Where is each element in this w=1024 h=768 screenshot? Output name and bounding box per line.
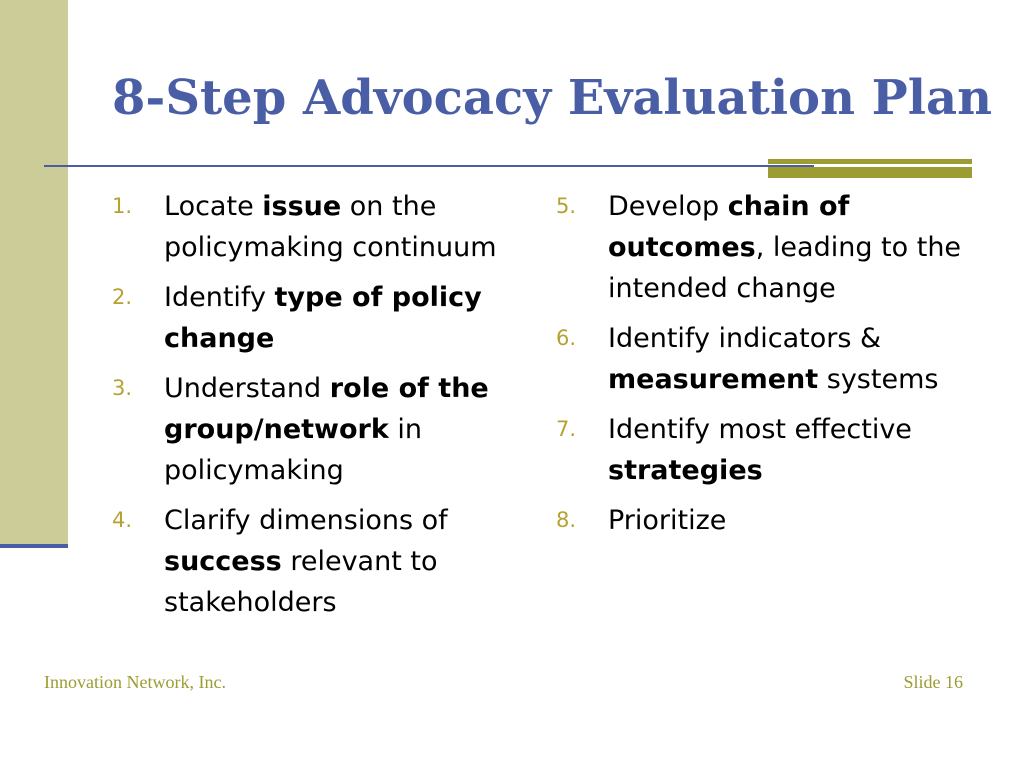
step-text: Clarify dimensions of success relevant to stakeholders	[164, 505, 448, 618]
step-text: Identify most effective strategies	[608, 414, 912, 486]
step-item	[556, 409, 996, 491]
step-number: 8.	[556, 508, 577, 532]
step-text: Locate issue on the policymaking continuum	[164, 191, 497, 263]
footer-organization: Innovation Network, Inc.	[44, 672, 226, 692]
side-decor-bar	[0, 0, 68, 545]
accent-bar-top	[768, 159, 972, 164]
step-number: 6.	[556, 326, 577, 350]
step-item	[556, 500, 996, 541]
step-item	[556, 186, 996, 309]
step-text: Develop chain of outcomes, leading to the intended change	[608, 191, 962, 304]
step-text: Understand role of the group/network in policymaking	[164, 373, 489, 486]
step-item	[112, 500, 532, 623]
step-number: 2.	[112, 285, 133, 309]
footer-slide-number: Slide 16	[903, 672, 963, 692]
title-rule	[44, 165, 814, 167]
steps-list-right	[556, 186, 996, 550]
step-item	[112, 186, 532, 268]
step-number: 5.	[556, 194, 577, 218]
step-number: 7.	[556, 417, 577, 441]
side-decor-line	[0, 544, 68, 548]
step-number: 1.	[112, 194, 133, 218]
accent-bar-bottom	[768, 167, 972, 178]
step-text: Prioritize	[608, 505, 727, 536]
steps-list-left	[112, 186, 532, 632]
step-text: Identify type of policy change	[164, 282, 482, 354]
step-number: 4.	[112, 508, 133, 532]
step-item	[112, 277, 532, 359]
step-text: Identify indicators & measurement systems	[608, 323, 939, 395]
step-item	[112, 368, 532, 491]
step-item	[556, 318, 996, 400]
slide-title: 8-Step Advocacy Evaluation Plan	[112, 70, 993, 126]
step-number: 3.	[112, 376, 133, 400]
